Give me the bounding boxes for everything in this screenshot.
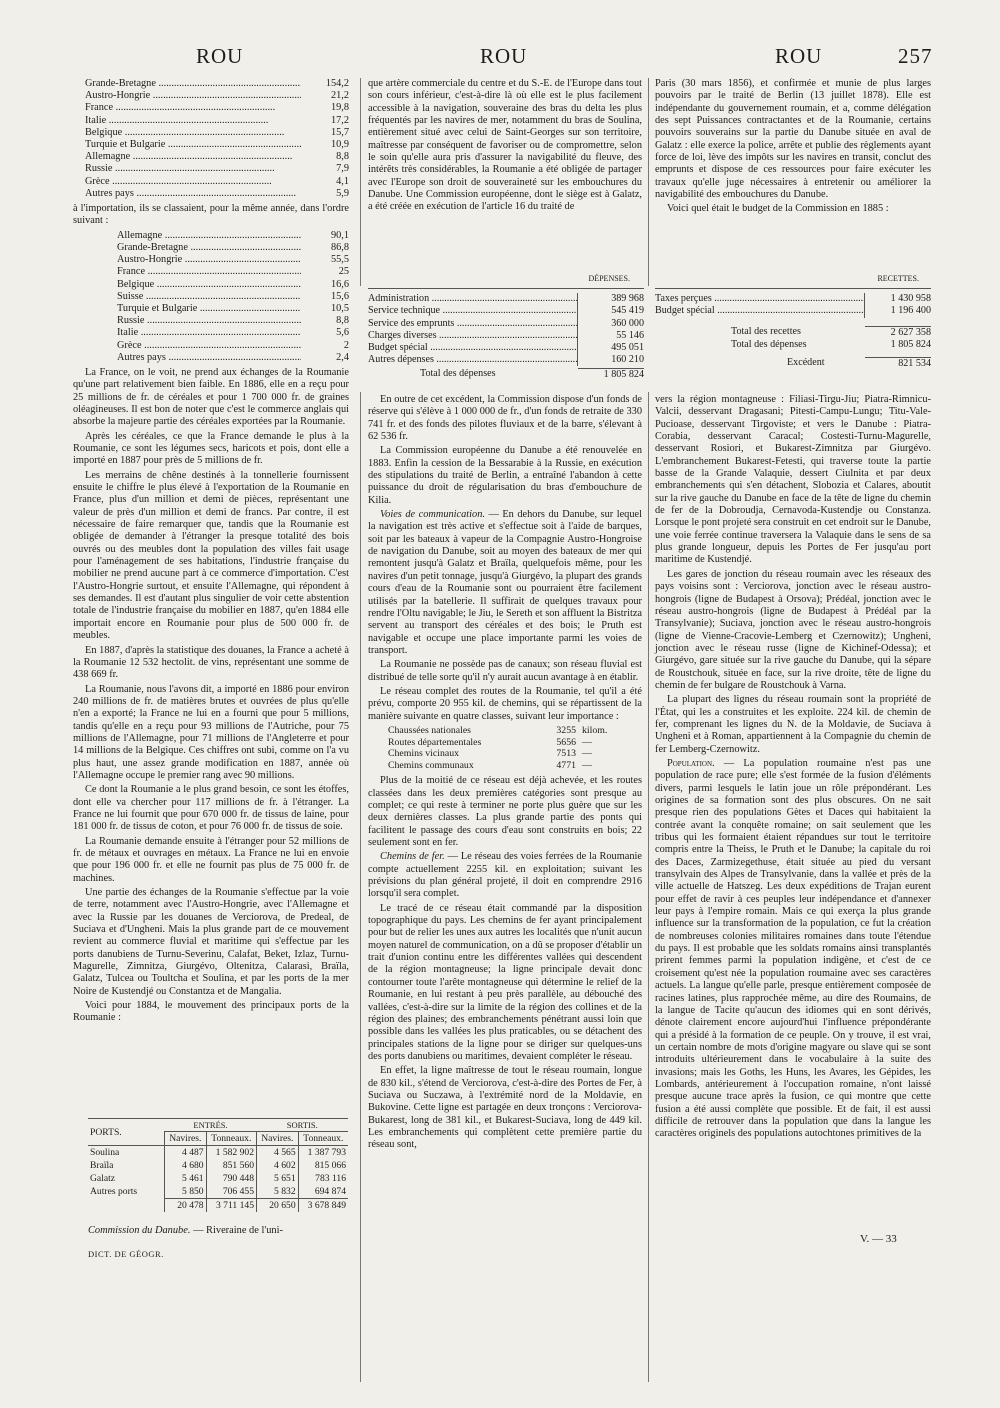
row-value: 360 000 — [577, 318, 644, 330]
row-value: 55,5 — [330, 254, 349, 266]
import-row — [117, 230, 349, 242]
row-label: Austro-Hongrie ..... — [85, 90, 301, 102]
export-row — [85, 78, 349, 90]
row-label: France ..... — [117, 266, 301, 278]
route-value: 4771 — [556, 759, 576, 771]
port-value: 4 565 — [257, 1146, 299, 1160]
port-value: 1 582 902 — [206, 1146, 256, 1160]
export-row — [85, 115, 349, 127]
route-unit: — — [582, 748, 592, 760]
row-label: Belgique ..... — [85, 127, 301, 139]
route-row — [388, 748, 642, 760]
export-list — [85, 78, 349, 200]
total-value: 2 627 358 — [865, 326, 931, 339]
row-label: Italie ..... — [85, 115, 301, 127]
paragraph: La Commission européenne du Danube a été renouvelée en 1883. Enfin la cession de la Bessarabie à la Russie, en exécution des stipulations du traité de Berlin, a entraîné l'abandon à cette puissance du droit de régularisation du bras d'embouchure de Kilia. — [368, 445, 642, 506]
row-label: France ..... — [85, 102, 301, 114]
paragraph: En 1887, d'après la statistique des douanes, la France a acheté à la Roumanie 12 532 hectolit. de vins, représentant une somme de 438 669 fr. — [73, 644, 349, 681]
row-value: 10,5 — [330, 302, 349, 314]
port-value: 5 461 — [165, 1172, 207, 1185]
page-number: 257 — [898, 44, 933, 68]
depense-row — [368, 342, 644, 354]
total-label: Total des dépenses — [731, 338, 807, 350]
section-text: — La population roumaine n'est pas une population de race pure; elle s'est formée de la fusion d'éléments divers, parmi lesquels le latin joue un rôle prépondérant. Les origines de sa formation sont des plus obscures. On ne sait presque rien des populations Gètes et Daces qui habitaient la contrée avant la conquête romaine; on sait seulement que les tribus qui les formaient étaient répandues sur tout le territoire compris entre la Theiss, le Pruth et le Danube; la capitale du roi des Daces, Zarmizegethuse, était située au pied du versant transylvain des Alpes de Transylvanie, dans la vallée et près de la ville actuelle de Hatszeg. Les deux expéditions de Trajan eurent pour effet de ravir à ces peuples leur indépendance et d'annexer leur pays à l'empire romain. Mais ce qui exerça la plus grande influence sur la transformation de la population, ce fut la création de nombreuses colonies militaires romaines dans toute l'étendue du pays. Il est probable que les soldats romains ainsi transplantés prirent femmes parmi la population indigène, et c'est de ce croisement qu'est née la population roumaine avec ses caractères actuels. La langue qu'elle parle, presque entièrement composée de racines latines, plus rapprochée même, au dire des Roumains, de la langue de Tacite qu'aucun des idiomes qui en sont dérivés, dénote clairement encore aujourd'hui l'influence prépondérante qui a présidé à la formation de ce peuple. On y trouve, il est vrai, un certain nombre de mots d'origine magyare ou slave qui se sont introduits ultérieurement dans le vocabulaire à la suite des invasions; mais les Goths, les Huns, les Avares, les Gépides, les Lombards, antérieurement à l'occupation romaine, n'ont laissé presque aucune trace après la fusion, ce qui montre que cette fusion a été aussi complète que possible. Et de fait, il est aussi difficile de retrouver dans la population que dans la langue les caractères originels des populations autochtones primitives de la — [655, 757, 931, 1140]
section-title: Population. — [667, 757, 715, 769]
empty-cell — [88, 1199, 165, 1213]
table-row — [88, 1159, 348, 1172]
row-label: Administration ..... — [368, 293, 577, 305]
row-label: Belgique ..... — [117, 279, 301, 291]
import-row — [117, 279, 349, 291]
paragraph: Une partie des échanges de la Roumanie s'effectue par la voie de terre, notamment avec l'Austro-Hongrie, avec l'Allemagne et avec la Russie par les douanes de Verciorova, de Predeal, de Suciava et d'Ungheni. Mais la plus grande part de ce mouvement revient au commerce fluvial et maritime qui s'effectue par les ports danubiens de Turnu-Severinu, Calafat, Beket, Izlaz, Turnu-Magurelle, Zimnitza, Giurgévo, Oltenitza, Calarasi, Braïla, Galatz, Tulcea ou Toultcha et Soulina, et par les ports de la mer Noire de Kustendjé ou Constantza et de Mangalia. — [73, 887, 349, 997]
col-header: Tonneaux. — [298, 1132, 348, 1146]
row-value: 2 — [343, 339, 349, 351]
column-rule — [648, 392, 649, 1382]
recette-row — [655, 305, 931, 317]
row-value: 7,9 — [336, 163, 349, 175]
import-row — [117, 352, 349, 364]
port-total: 3 678 849 — [298, 1199, 348, 1213]
section-text: — Le réseau des voies ferrées de la Roumanie compte actuellement 2255 kil. en exploitation; suivant les prévisions du plan général projeté, il doit en comprendre 2916 lorsqu'il sera complet. — [368, 851, 642, 900]
route-row — [388, 725, 642, 737]
import-row — [117, 291, 349, 303]
excedent-row — [655, 357, 931, 370]
row-label: Autres pays ..... — [85, 188, 301, 200]
paragraph: Plus de la moitié de ce réseau est déjà achevée, et les routes classées dans les deux premières catégories sont presque au complet; ce qui reste à terminer ne porte plus guère que sur les deux dernières classes. La plus grande partie des ponts qui facilitent le passage des cours d'eau sont construits en bois; 22 seulement sont en fer. — [368, 775, 642, 849]
depenses-header: DÉPENSES. — [368, 273, 644, 289]
row-label: Austro-Hongrie ..... — [117, 254, 301, 266]
port-value: 1 387 793 — [298, 1146, 348, 1160]
row-value: 8,8 — [336, 151, 349, 163]
commission-heading — [88, 1225, 364, 1236]
section-text: — En dehors du Danube, sur lequel la navigation est très active et s'effectue soit à l'aide de barques, soit par les bateaux à vapeur de la Compagnie Austro-Hongroise de navigation du Danube, soit au moyen des bateaux de mer qui remontent jusqu'à Galatz et Braïla, quelquefois même, pour les navires d'un petit tonnage, jusqu'à Giurgévo, la plupart des grands cours d'eau de la Roumanie sont ou pourraient être facilement utilisés par la batellerie. Il suffirait de quelques travaux pour rendre l'Oltu navigable; le Jiu, le Sereth et son affluent la Bistritza servent au transport des céréales et des bois; le Pruth est navigable et occupe une place importante parmi les voies de transport. — [368, 509, 642, 656]
paragraph: La France, on le voit, ne prend aux échanges de la Roumanie qu'une part relativement bien faible. En 1886, elle en a reçu pour 25 millions de fr. de céréales et pour 1 700 000 fr. de graines oléagineuses. Il est bon de noter que c'est le commerce anglais qui absorbe la majeure partie des céréales exportées par la Roumanie. — [73, 366, 349, 428]
row-value: 160 210 — [577, 354, 644, 366]
export-row — [85, 139, 349, 151]
col-header: Tonneaux. — [206, 1132, 256, 1146]
paragraph: Voici quel était le budget de la Commission en 1885 : — [667, 203, 889, 215]
total-label: Total des recettes — [731, 325, 801, 337]
total-value: 1 805 824 — [890, 338, 931, 350]
budget-depenses — [368, 274, 644, 382]
port-value: 4 680 — [165, 1159, 207, 1172]
total-value: 1 805 824 — [578, 368, 644, 381]
port-total: 20 478 — [165, 1199, 207, 1213]
route-label: Chemins communaux — [388, 759, 474, 771]
row-value: 1 196 400 — [864, 305, 931, 317]
paragraph — [368, 851, 642, 900]
row-label: Turquie et Bulgarie ..... — [85, 139, 301, 151]
paragraph: Les merrains de chêne destinés à la tonnellerie fournissent ensuite le chiffre le plus élevé à l'exportation de la Roumanie en France, plus d'un million et demi de pièces, représentant une valeur de près d'un million et demi de francs. Par contre, il est nécessaire de faire remarquer que, tandis que la Roumanie est obligée de demander à l'étranger la presque totalité des bois ouvrés ou des meubles dont la population des villes fait usage pour l'aménagement de ses habitations, l'industrie française du mobilier ne prend aucune part à ce commerce d'importation. C'est l'Austro-Hongrie surtout, et ensuite l'Allemagne, qui répondent à ses demandes. Il est d'autant plus singulier de voir cette abstention totale de l'industrie française du mobilier en 1887, qu'en 1884 elle importait encore en Roumanie pour plus de 500 000 fr. de meubles. — [73, 469, 349, 642]
export-row — [85, 176, 349, 188]
route-row — [388, 760, 642, 772]
paragraph: Voici pour 1884, le mouvement des principaux ports de la Roumanie : — [73, 1000, 349, 1024]
route-label: Chemins vicinaux — [388, 748, 460, 760]
column-2-bottom — [368, 394, 642, 1154]
paragraph: La plupart des lignes du réseau roumain sont la propriété de l'État, qui les a construites et les exploite. 224 kil. de chemin de fer, comprenant les lignes du N. de la Moldavie, de Suciava à Ungheni et à Roman, appartiennent à la Compagnie du chemin de fer Lemberg-Czernowitz. — [655, 694, 931, 755]
paragraph: à l'importation, ils se classaient, pour la même année, dans l'ordre suivant : — [73, 203, 349, 227]
row-value: 154,2 — [325, 78, 349, 89]
import-row — [117, 340, 349, 352]
recettes-dep-row — [655, 339, 931, 351]
port-name: Galatz — [90, 1173, 116, 1184]
paragraph: La Roumanie ne possède pas de canaux; son réseau fluvial est distribué de telle sorte qu'il n'y aurait aucun avantage à en établir. — [368, 659, 642, 683]
row-value: 5,6 — [336, 327, 349, 339]
port-value: 5 651 — [257, 1172, 299, 1185]
section-title: Commission du Danube. — [88, 1225, 191, 1236]
row-label: Grande-Bretagne ..... — [117, 242, 301, 254]
port-value: 706 455 — [206, 1185, 256, 1199]
row-label: Grande-Bretagne ..... — [85, 78, 301, 90]
port-value: 5 850 — [165, 1185, 207, 1199]
row-label: Suisse ..... — [117, 291, 301, 303]
row-label: Allemagne ..... — [85, 151, 301, 163]
row-value: 55 146 — [577, 330, 644, 342]
port-total: 3 711 145 — [206, 1199, 256, 1213]
route-value: 3255 — [556, 724, 576, 736]
row-value: 25 — [338, 266, 349, 278]
section-text: — Riveraine de l'uni- — [190, 1225, 283, 1236]
row-label: Budget spécial ..... — [655, 305, 864, 317]
table-total-row — [88, 1199, 348, 1213]
row-label: Taxes perçues ..... — [655, 293, 864, 305]
footer-right: V. — 33 — [860, 1233, 897, 1245]
port-value: 4 602 — [257, 1159, 299, 1172]
row-label: Service des emprunts ..... — [368, 318, 577, 330]
row-label: Budget spécial ..... — [368, 342, 577, 354]
export-row — [85, 127, 349, 139]
import-row — [117, 303, 349, 315]
port-value: 815 066 — [298, 1159, 348, 1172]
paragraph — [655, 758, 931, 1141]
row-value: 86,8 — [330, 241, 349, 253]
port-name: Autres ports — [90, 1186, 138, 1198]
row-value: 1 430 958 — [864, 293, 931, 305]
recettes-total-row — [655, 326, 931, 339]
row-label: Autres dépenses ..... — [368, 354, 577, 366]
row-value: 2,4 — [336, 351, 349, 363]
row-value: 17,2 — [330, 114, 349, 126]
paragraph: Le tracé de ce réseau était commandé par la disposition topographique du pays. Les chemins de fer ayant principalement pour but de relier les unes aux autres les localités que n'unit aucun moyen naturel de communication, on a dû se proposer d'établir un trait d'union continu entre les différentes vallées qui descendent de la région montagneuse; la ligne principale devait donc contourner toute l'arête montagneuse qui détermine le relief de la Roumanie, en lui restant à peu près parallèle, au débouché des vallées, c'est-à-dire sur la limite de la région des collines et de la région des plaines; des embranchements pénétrant aussi loin que possible dans les vallées les plus praticables, ou se détachent des principales stations de la ligne pour se diriger sur quelques-uns des ports danubiens ou maritimes, devaient compléter le réseau. — [368, 902, 642, 1062]
column-3-bottom — [655, 394, 931, 1143]
sortis-header: SORTIS. — [286, 1120, 318, 1130]
paragraph: En outre de cet excédent, la Commission dispose d'un fonds de réserve qui s'élève à 1 000 000 de fr., d'un fonds de retraite de 330 741 fr. et des fonds des pilotes fluviaux et de la barre, s'élevant à 62 536 fr. — [368, 394, 642, 443]
row-label: Italie ..... — [117, 327, 301, 339]
row-value: 90,1 — [330, 229, 349, 241]
depense-row — [368, 305, 644, 317]
row-label: Service technique ..... — [368, 305, 577, 317]
row-value: 10,9 — [330, 139, 349, 151]
column-3-top — [655, 78, 931, 218]
recette-row — [655, 293, 931, 305]
depense-row — [368, 318, 644, 330]
running-header-center: ROU — [480, 44, 528, 68]
port-value: 783 116 — [298, 1172, 348, 1185]
port-name: Braïla — [90, 1160, 114, 1171]
column-rule — [648, 78, 649, 286]
row-label: Grèce ..... — [117, 340, 301, 352]
row-value: 389 968 — [577, 293, 644, 305]
footer-left: DICT. DE GÉOGR. — [88, 1249, 164, 1259]
section-title: Chemins de fer. — [380, 851, 445, 863]
total-value: 821 534 — [865, 357, 931, 370]
export-row — [85, 151, 349, 163]
route-unit: — — [582, 759, 592, 771]
import-row — [117, 254, 349, 266]
ports-table — [88, 1118, 348, 1212]
paragraph: La Roumanie, nous l'avons dit, a importé en 1886 pour environ 240 millions de fr. de matières brutes et ouvrées de plus qu'elle n'en a exporté; la France ne lui en a fourni que pour 5 millions, tandis qu'elle en a reçu pour 93 millions de l'Autriche, pour 75 millions de l'Allemagne, pour 71 millions de l'Angleterre et pour 14 millions de la Belgique. Ces chiffres ont subi, comme on l'a vu plus haut, une assez grande modification en 1887, année où l'Allemagne occupe le premier rang avec 90 millions. — [73, 683, 349, 781]
row-value: 545 419 — [577, 305, 644, 317]
depense-row — [368, 330, 644, 342]
row-value: 5,9 — [336, 187, 349, 199]
import-row — [117, 327, 349, 339]
export-row — [85, 188, 349, 200]
paragraph — [368, 509, 642, 657]
row-value: 21,2 — [330, 90, 349, 102]
port-value: 4 487 — [165, 1146, 207, 1160]
export-row — [85, 163, 349, 175]
table-row — [88, 1185, 348, 1199]
row-value: 19,8 — [330, 102, 349, 114]
budget-recettes — [655, 274, 931, 370]
column-rule — [360, 78, 361, 286]
ports-header: PORTS. — [90, 1126, 122, 1138]
row-label: Grèce ..... — [85, 176, 301, 188]
paragraph: que artère commerciale du centre et du S.-E. de l'Europe dans tout son cours inférieur, c'est-à-dire là où elle est le plus facilement accessible à la navigation, souveraine des bras du delta les plus fréquentés par les navires de mer, notamment du bras de Soulina, entièrement situé avec celui de Saint-Georges sur son territoire, maîtresse par conséquent de favoriser ou de compromettre, selon le soin qu'elle aura pris d'assurer la navigabilité du fleuve, des intérêts très considérables, la Roumanie a été obligée de partager avec l'Europe son droit de souveraineté sur les embouchures du Danube. Une Commission européenne, dont le siège est à Galatz, a été créée en exécution de l'article 16 du traité de — [368, 78, 642, 213]
export-row — [85, 102, 349, 114]
table-row — [88, 1146, 348, 1160]
paragraph: vers la région montagneuse : Filiasi-Tirgu-Jiu; Piatra-Rimnicu-Valcii, desservant Dragasani; Pitesti-Campu-Lungu; Titu-Vale-Pucioase, desservant Tirgoviste; et vers le Danube : Piatra-Corabia, desservant Caracal; Costesti-Turnu-Magurelle, desservant Rosiori, et Bukarest-Zimnitza par Giurgévo. L'embranchement Bukarest-Fetesti, qui traverse toute la partie basse de la Grande Valaquie, dessert Ciulnita et par deux embranchements qui s'en détachent, Slobozia et Calares, aboutit sur la rive gauche du Danube en face de la tête de ligne du chemin de fer de la Dobroudja, Cernavoda-Kustendje ou Constanza. Lorsque le pont projeté sera construit en cet endroit sur le Danube, une voie ferrée continue traversera la Valaquie dans le sens de sa plus grande longueur, depuis les Portes de Fer jusqu'au port maritime de Kustendjé. — [655, 394, 931, 566]
import-row — [117, 242, 349, 254]
running-header-left: ROU — [196, 44, 244, 68]
row-label: Charges diverses ..... — [368, 330, 577, 342]
column-1 — [73, 78, 349, 1027]
total-label: Excédent — [787, 357, 825, 369]
row-label: Turquie et Bulgarie ..... — [117, 303, 301, 315]
running-header-right: ROU — [775, 44, 823, 68]
port-value: 790 448 — [206, 1172, 256, 1185]
route-label: Routes départementales — [388, 736, 482, 748]
port-name: Soulina — [90, 1147, 120, 1158]
paragraph: En effet, la ligne maîtresse de tout le réseau roumain, longue de 830 kil., s'étend de Verciorova, c'est-à-dire des Portes de Fer, à Suciava ou Suczawa, à l'extrémité nord de la Moldavie, en Bukovine. Cette ligne est partagée en deux tronçons : Verciorova-Bukarest, long de 381 kil., et Bukarest-Suciava, long de 449 kil. Les embranchements qui complètent cette première partie du réseau sont, — [368, 1065, 642, 1151]
port-total: 20 650 — [257, 1199, 299, 1213]
port-value: 694 874 — [298, 1185, 348, 1199]
table-row — [88, 1172, 348, 1185]
paragraph: La Roumanie demande ensuite à l'étranger pour 52 millions de fr. de métaux et ouvrages en métaux. La France ne lui en envoie que pour 196 000 fr. et elle ne fournit pas plus de 75 000 fr. de machines. — [73, 835, 349, 884]
entres-header: ENTRÉS. — [193, 1120, 228, 1130]
route-label: Chaussées nationales — [388, 724, 471, 736]
row-label: Allemagne ..... — [117, 230, 301, 242]
paragraph: Les gares de jonction du réseau roumain avec les réseaux des pays voisins sont : Verciorova, jonction avec le réseau austro-hongrois (ligne de Budapest à Orsova); Prédéal, jonction avec le réseau austro-hongrois (ligne de Budapest à Prédéal par la Transylvanie); Suciava, jonction avec le réseau austro-hongrois (ligne de Vienne-Cracovie-Lemberg et Czernowitz); Ungheni, jonction avec le réseau russe (ligne de Kichinef-Odessa); et Giurgévo, gare située sur la rive gauche du Danube, qui la sépare de Roustchouk, située en face, sur la rive droite, tête de ligne du chemin de fer bulgare de Roustchouk à Varna. — [655, 568, 931, 691]
row-label: Russie ..... — [85, 163, 301, 175]
paragraph: Après les céréales, ce que la France demande le plus à la Roumanie, ce sont les légumes secs, haricots et pois, dont elle a importé en 1887 pour près de 5 millions de fr. — [73, 430, 349, 467]
depenses-total-row — [368, 368, 644, 381]
route-row — [388, 737, 642, 749]
route-value: 7513 — [556, 748, 576, 760]
row-value: 15,6 — [330, 290, 349, 302]
column-2-top — [368, 78, 642, 216]
paragraph: Le réseau complet des routes de la Roumanie, tel qu'il a été prévu, comporte 20 955 kil. de chemins, qui se répartissent de la manière suivante en quatre classes, suivant leur importance : — [368, 685, 642, 722]
depense-row — [368, 293, 644, 305]
row-value: 8,8 — [336, 315, 349, 327]
col-header: Navires. — [165, 1132, 207, 1146]
row-value: 495 051 — [577, 342, 644, 354]
depense-row — [368, 354, 644, 366]
import-list — [117, 230, 349, 364]
row-label: Autres pays ..... — [117, 352, 301, 364]
import-row — [117, 315, 349, 327]
row-value: 4,1 — [336, 175, 349, 187]
port-value: 851 560 — [206, 1159, 256, 1172]
export-row — [85, 90, 349, 102]
routes-list — [388, 725, 642, 771]
recettes-header: RECETTES. — [655, 273, 931, 289]
route-unit: kilom. — [582, 724, 608, 736]
route-value: 5656 — [556, 736, 576, 748]
section-title: Voies de communication. — [380, 509, 485, 521]
total-label: Total des dépenses — [420, 368, 496, 380]
port-value: 5 832 — [257, 1185, 299, 1199]
col-header: Navires. — [257, 1132, 299, 1146]
import-row — [117, 266, 349, 278]
row-value: 15,7 — [330, 126, 349, 138]
paragraph: Ce dont la Roumanie a le plus grand besoin, ce sont les étoffes, dont elle va chercher pour 117 millions de fr. à l'étranger. La France ne lui fournit que pour 670 000 fr. de tissus de laine, pour 181 000 fr. de tissus de coton, et pour 76 000 fr. de tissus de soie. — [73, 784, 349, 833]
row-value: 16,6 — [330, 278, 349, 290]
row-label: Russie ..... — [117, 315, 301, 327]
route-unit: — — [582, 736, 592, 748]
paragraph: Paris (30 mars 1856), et confirmée et munie de plus larges pouvoirs par le traité de Berlin (13 juillet 1878). Elle est indépendante du gouvernement roumain, et a, comme délégation des sept Puissances contractantes et de la Roumanie, certains pouvoirs souverains sur la partie du Danube située en aval de Galatz : elle exerce la police, arrête et publie des règlements ayant force de loi, lève des impôts sur les navires en transit, conclut des emprunts et dispose de ces ressources pour faire exécuter les travaux qu'elle juge nécessaires à entretenir ou améliorer la navigabilité des embouchures du Danube. — [655, 78, 931, 201]
